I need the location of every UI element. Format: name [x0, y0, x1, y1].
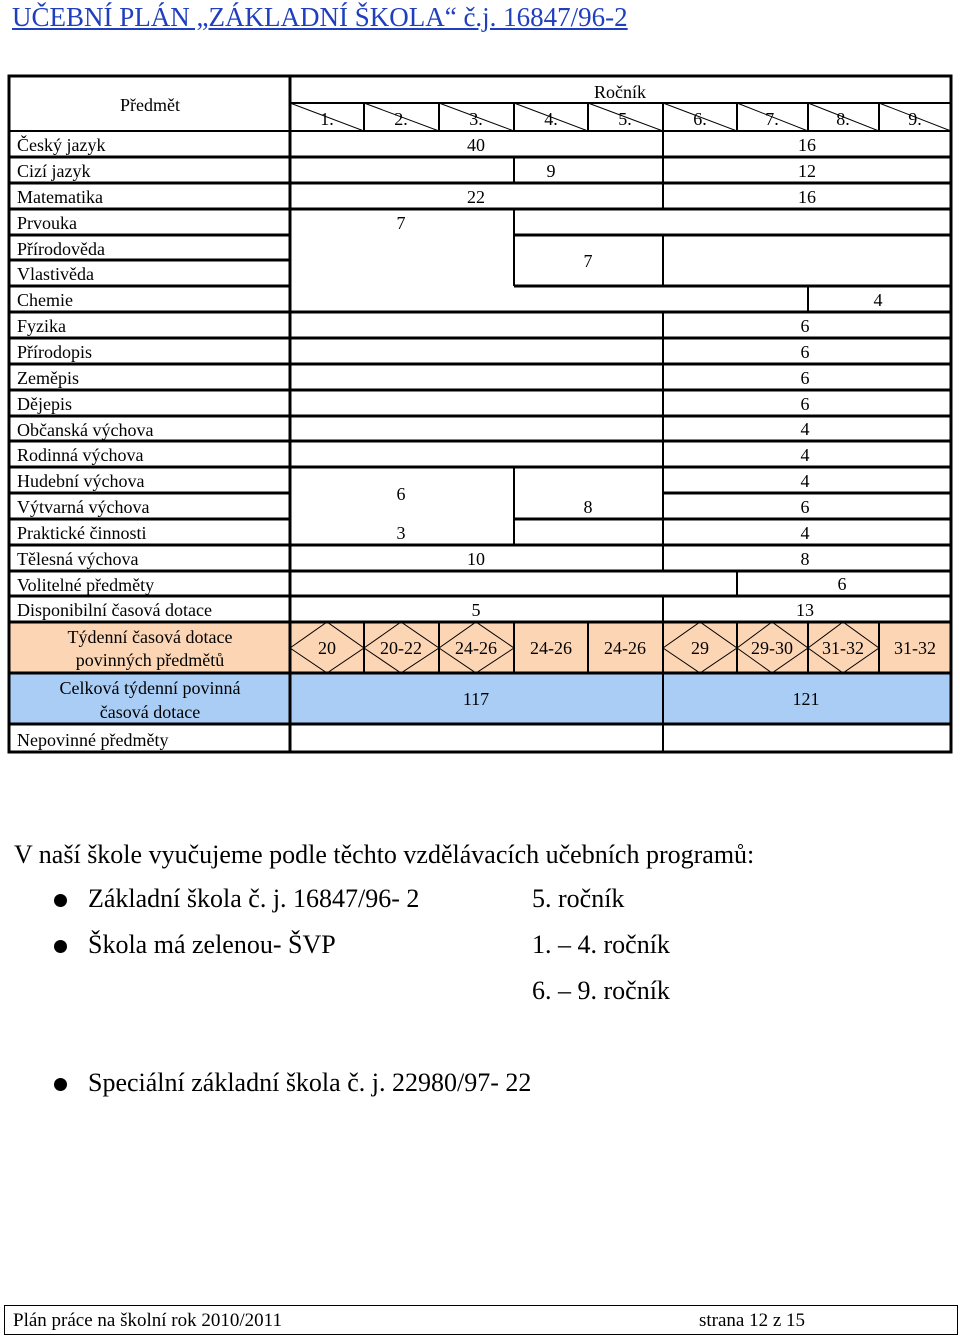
value-cell: 4 [873, 290, 883, 310]
value-cell: 4 [800, 445, 810, 465]
value-cell: 6 [800, 316, 810, 336]
value-cell: 6 [837, 574, 847, 594]
optional-label: Nepovinné předměty [17, 730, 169, 750]
value-cell: 8 [800, 549, 810, 569]
subject-name: Chemie [17, 290, 73, 310]
value-cell: 16 [798, 187, 816, 207]
value-cell: 13 [796, 600, 814, 620]
footer-left: Plán práce na školní rok 2010/2011 [13, 1310, 282, 1331]
value-cell: 8 [583, 497, 593, 517]
value-cell: 5 [471, 600, 481, 620]
subject-name: Přírodopis [17, 342, 93, 362]
value-cell: 3 [396, 523, 406, 543]
total-value: 121 [792, 689, 820, 709]
program-grades: 6. – 9. ročník [532, 976, 670, 1005]
weekly-value: 31-32 [822, 638, 864, 658]
intro-text: V naší škole vyučujeme podle těchto vzdělávacích učebních programů: [14, 840, 755, 869]
grade-label: 6. [693, 109, 707, 129]
value-cell: 9 [546, 161, 556, 181]
value-cell: 4 [800, 471, 810, 491]
page-title: UČEBNÍ PLÁN „ZÁKLADNÍ ŠKOLA“ č.j. 16847/96-2 [12, 2, 628, 32]
value-cell: 6 [800, 394, 810, 414]
subject-name: Prvouka [17, 213, 77, 233]
bullet-icon [54, 940, 67, 953]
program-grades: 5. ročník [532, 884, 625, 913]
weekly-value: 20 [318, 638, 336, 658]
value-cell: 6 [396, 484, 406, 504]
program-name: Speciální základní škola č. j. 22980/97- 22 [88, 1068, 532, 1097]
value-cell: 40 [467, 135, 485, 155]
weekly-label: Týdenní časová dotace [67, 627, 233, 647]
subject-name: Hudební výchova [17, 471, 145, 491]
grade-label: 7. [765, 109, 779, 129]
grade-header: Ročník [594, 82, 646, 102]
page-footer [4, 1305, 958, 1335]
value-cell: 12 [798, 161, 816, 181]
value-cell: 7 [583, 251, 593, 271]
total-label: Celková týdenní povinná [59, 678, 241, 698]
subject-name: Disponibilní časová dotace [17, 600, 212, 620]
value-cell: 10 [467, 549, 485, 569]
bullet-icon [54, 894, 67, 907]
weekly-value: 24-26 [455, 638, 497, 658]
value-cell: 7 [396, 213, 406, 233]
weekly-value: 24-26 [530, 638, 572, 658]
weekly-value: 31-32 [894, 638, 936, 658]
value-cell: 6 [800, 497, 810, 517]
grade-label: 3. [469, 109, 483, 129]
subject-name: Přírodověda [17, 239, 105, 259]
subject-name: Zeměpis [17, 368, 79, 388]
subject-name: Matematika [17, 187, 103, 207]
weekly-value: 24-26 [604, 638, 646, 658]
subject-name: Rodinná výchova [17, 445, 144, 465]
footer-page: strana 12 z 15 [699, 1310, 806, 1331]
grade-label: 4. [544, 109, 558, 129]
grade-label: 8. [836, 109, 850, 129]
bullet-icon [54, 1078, 67, 1091]
program-name: Základní škola č. j. 16847/96- 2 [88, 884, 420, 913]
grade-label: 2. [394, 109, 408, 129]
total-label: časová dotace [99, 702, 201, 722]
weekly-label: povinných předmětů [75, 650, 225, 670]
value-cell: 4 [800, 523, 810, 543]
weekly-value: 20-22 [380, 638, 422, 658]
subject-name: Cizí jazyk [17, 161, 91, 181]
grade-label: 9. [908, 109, 922, 129]
value-cell: 4 [800, 419, 810, 439]
subject-name: Volitelné předměty [17, 575, 155, 595]
subject-name: Výtvarná výchova [17, 497, 150, 517]
total-value: 117 [462, 689, 490, 709]
grade-label: 1. [320, 109, 334, 129]
value-cell: 16 [798, 135, 816, 155]
value-cell: 6 [800, 342, 810, 362]
weekly-value: 29 [691, 638, 709, 658]
subject-name: Občanská výchova [17, 420, 154, 440]
subject-name: Fyzika [17, 316, 66, 336]
grade-label: 5. [618, 109, 632, 129]
weekly-value: 29-30 [751, 638, 793, 658]
subject-name: Dějepis [17, 394, 72, 414]
program-grades: 1. – 4. ročník [532, 930, 670, 959]
subject-name: Praktické činnosti [17, 523, 147, 543]
value-cell: 22 [467, 187, 485, 207]
value-cell: 6 [800, 368, 810, 388]
program-name: Škola má zelenou- ŠVP [88, 930, 336, 959]
subject-name: Český jazyk [17, 135, 106, 155]
subject-header: Předmět [120, 95, 180, 115]
subject-name: Vlastivěda [17, 264, 94, 284]
subject-name: Tělesná výchova [17, 549, 139, 569]
